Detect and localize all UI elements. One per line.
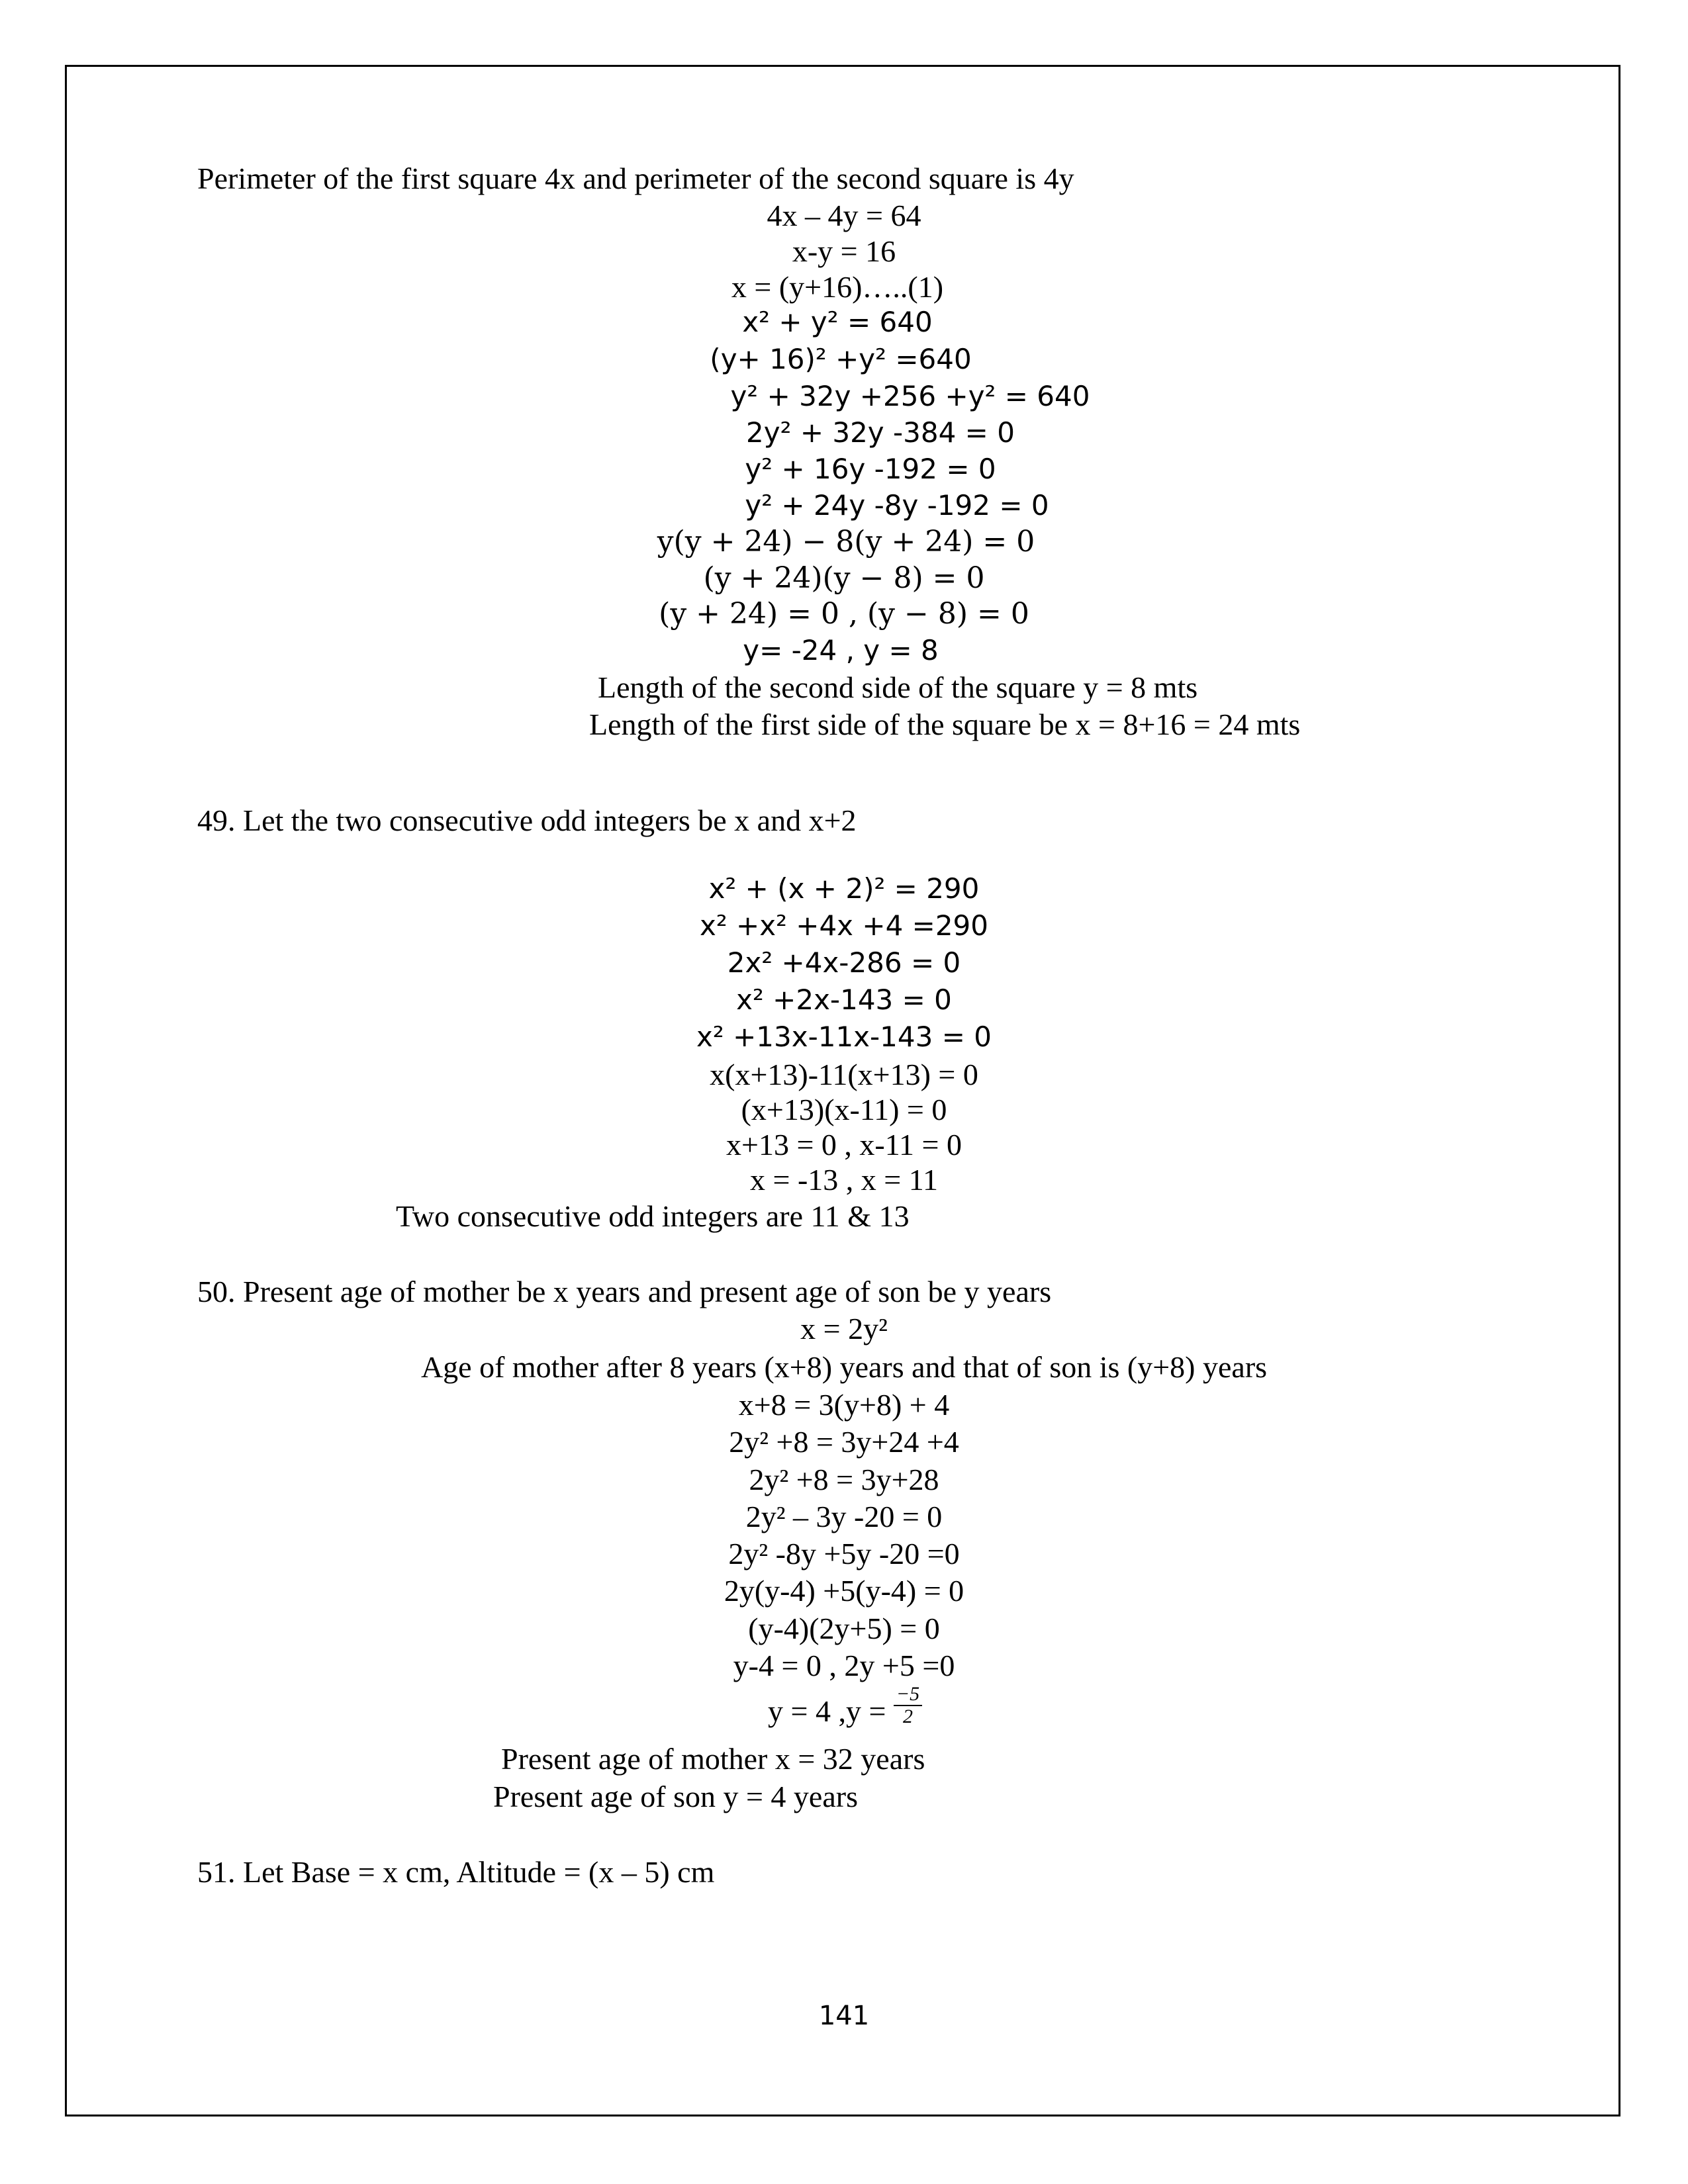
q50-step-3: 2y² +8 = 3y+28 [749,1463,939,1496]
q50-line-1: x = 2y² [800,1312,888,1345]
q50-fraction-denominator: 2 [903,1705,914,1727]
square-step-3: x = (y+16)…..(1) [731,270,944,304]
page-number: 141 [818,2001,870,2031]
square-step-9: y² + 24y -8y -192 = 0 [745,489,1049,522]
square-step-1: 4x – 4y = 64 [767,199,921,232]
square-step-6: y² + 32y +256 +y² = 640 [730,380,1090,412]
q49-step-4: x² +2x-143 = 0 [736,983,952,1016]
q50-solution-prefix: y = 4 ,y = [768,1694,886,1729]
q49-step-8: x+13 = 0 , x-11 = 0 [726,1128,962,1161]
square-result-second: Length of the second side of the square y = 8 mts [598,670,1198,704]
square-step-13: y= -24 , y = 8 [743,634,939,666]
square-step-7: 2y² + 32y -384 = 0 [746,416,1015,449]
q51-heading: 51. Let Base = x cm, Altitude = (x – 5) cm [197,1855,715,1889]
q50-heading: 50. Present age of mother be x years and present age of son be y years [197,1275,1052,1308]
q50-step-4: 2y² – 3y -20 = 0 [745,1500,943,1533]
q49-step-3: 2x² +4x-286 = 0 [727,946,961,979]
square-result-first: Length of the first side of the square be x = 8+16 = 24 mts [589,707,1301,741]
q50-step-2: 2y² +8 = 3y+24 +4 [729,1425,959,1459]
square-intro: Perimeter of the first square 4x and perimeter of the second square is 4y [197,161,1074,195]
square-step-4: x² + y² = 640 [742,306,933,338]
q50-fraction-numerator: −5 [894,1684,922,1706]
q49-step-1: x² + (x + 2)² = 290 [708,872,980,905]
q49-step-2: x² +x² +4x +4 =290 [699,909,989,942]
q50-answer-mother: Present age of mother x = 32 years [501,1742,925,1776]
square-step-2: x-y = 16 [792,234,896,268]
q49-answer: Two consecutive odd integers are 11 & 13 [396,1199,910,1233]
q49-step-6: x(x+13)-11(x+13) = 0 [710,1058,978,1091]
q50-solution [768,1683,922,1736]
square-step-10: y(y + 24) − 8(y + 24) = 0 [657,525,1035,559]
square-step-8: y² + 16y -192 = 0 [745,453,996,485]
q50-solution-fraction [894,1684,922,1727]
q49-step-7: (x+13)(x-11) = 0 [741,1093,947,1126]
q50-line-2: Age of mother after 8 years (x+8) years and that of son is (y+8) years [420,1350,1268,1384]
q49-step-5: x² +13x-11x-143 = 0 [696,1021,992,1053]
square-step-11: (y + 24)(y − 8) = 0 [703,561,985,595]
square-step-12: (y + 24) = 0 , (y − 8) = 0 [659,597,1029,631]
q49-step-9: x = -13 , x = 11 [750,1163,938,1197]
q50-step-7: (y-4)(2y+5) = 0 [748,1612,940,1645]
q50-answer-son: Present age of son y = 4 years [493,1780,858,1813]
q50-step-5: 2y² -8y +5y -20 =0 [728,1537,960,1570]
q50-step-1: x+8 = 3(y+8) + 4 [738,1388,950,1422]
q50-step-6: 2y(y-4) +5(y-4) = 0 [724,1574,964,1608]
square-step-5: (y+ 16)² +y² =640 [710,343,972,375]
q50-step-8: y-4 = 0 , 2y +5 =0 [733,1649,955,1682]
q49-heading: 49. Let the two consecutive odd integers be x and x+2 [197,803,857,837]
